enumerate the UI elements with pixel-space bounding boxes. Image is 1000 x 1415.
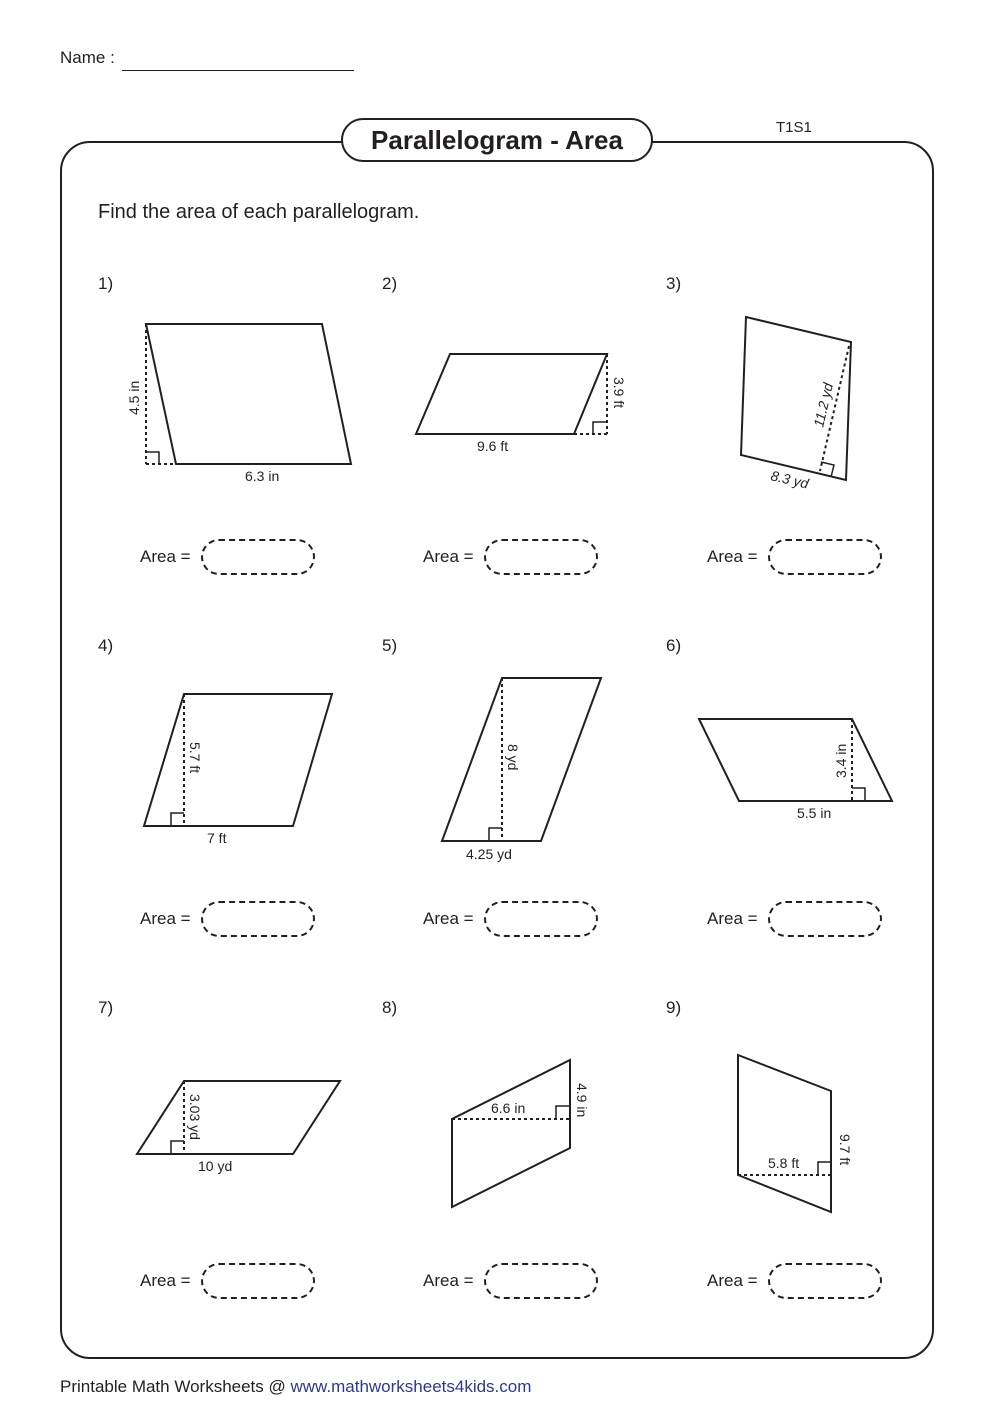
problem-number: 6) bbox=[666, 636, 682, 655]
footer bbox=[60, 1377, 531, 1397]
answer-box[interactable] bbox=[201, 1263, 315, 1299]
answer-box[interactable] bbox=[201, 539, 315, 575]
height-label: 4.9 in bbox=[574, 1083, 590, 1118]
instructions: Find the area of each parallelogram. bbox=[98, 201, 420, 223]
area-label: Area = bbox=[707, 1271, 758, 1290]
height-label: 8 yd bbox=[505, 744, 521, 771]
problem-number: 2) bbox=[382, 274, 398, 293]
name-label: Name : bbox=[60, 48, 115, 67]
base-label: 5.8 ft bbox=[768, 1155, 800, 1171]
area-label: Area = bbox=[423, 547, 474, 566]
height-label: 3.4 in bbox=[833, 743, 849, 778]
answer-box[interactable] bbox=[484, 901, 598, 937]
height-label: 11.2 yd bbox=[810, 381, 837, 429]
area-answer-3 bbox=[707, 539, 882, 575]
answer-box[interactable] bbox=[768, 539, 882, 575]
page-title bbox=[341, 118, 653, 162]
area-label: Area = bbox=[707, 547, 758, 566]
base-label: 10 yd bbox=[198, 1158, 233, 1174]
area-label: Area = bbox=[423, 1271, 474, 1290]
problem-number: 7) bbox=[98, 998, 114, 1017]
area-label: Area = bbox=[140, 909, 191, 928]
problem-number: 4) bbox=[98, 636, 114, 655]
area-answer-2 bbox=[423, 539, 598, 575]
height-label: 3.03 yd bbox=[187, 1094, 203, 1140]
area-answer-4 bbox=[140, 901, 315, 937]
base-label: 6.3 in bbox=[245, 468, 280, 484]
problem-number: 5) bbox=[382, 636, 398, 655]
worksheet-frame bbox=[60, 141, 934, 1359]
problem-number: 9) bbox=[666, 998, 682, 1017]
area-answer-1 bbox=[140, 539, 315, 575]
problem-number: 8) bbox=[382, 998, 398, 1017]
height-label: 9.7 ft bbox=[837, 1134, 853, 1166]
area-label: Area = bbox=[423, 909, 474, 928]
area-answer-7 bbox=[140, 1263, 315, 1299]
area-answer-8 bbox=[423, 1263, 598, 1299]
height-label: 3.9 ft bbox=[611, 377, 627, 409]
answer-box[interactable] bbox=[484, 539, 598, 575]
area-answer-9 bbox=[707, 1263, 882, 1299]
area-label: Area = bbox=[140, 547, 191, 566]
base-label: 9.6 ft bbox=[477, 438, 509, 454]
base-label: 4.25 yd bbox=[466, 846, 512, 862]
base-label: 8.3 yd bbox=[769, 467, 811, 492]
area-label: Area = bbox=[707, 909, 758, 928]
problem-number: 3) bbox=[666, 274, 682, 293]
height-label: 4.5 in bbox=[126, 380, 142, 415]
base-label: 5.5 in bbox=[797, 805, 832, 821]
problem-number: 1) bbox=[98, 274, 114, 293]
area-answer-5 bbox=[423, 901, 598, 937]
title-text: Parallelogram - Area bbox=[371, 124, 623, 155]
answer-box[interactable] bbox=[484, 1263, 598, 1299]
footer-text: Printable Math Worksheets @ bbox=[60, 1377, 291, 1396]
name-field-line[interactable] bbox=[122, 70, 354, 71]
worksheet-code: T1S1 bbox=[776, 119, 812, 136]
footer-link[interactable]: www.mathworksheets4kids.com bbox=[290, 1377, 532, 1396]
answer-box[interactable] bbox=[768, 1263, 882, 1299]
height-label: 5.7 ft bbox=[187, 742, 203, 774]
area-answer-6 bbox=[707, 901, 882, 937]
base-label: 6.6 in bbox=[491, 1100, 526, 1116]
area-label: Area = bbox=[140, 1271, 191, 1290]
answer-box[interactable] bbox=[768, 901, 882, 937]
answer-box[interactable] bbox=[201, 901, 315, 937]
base-label: 7 ft bbox=[207, 830, 227, 846]
